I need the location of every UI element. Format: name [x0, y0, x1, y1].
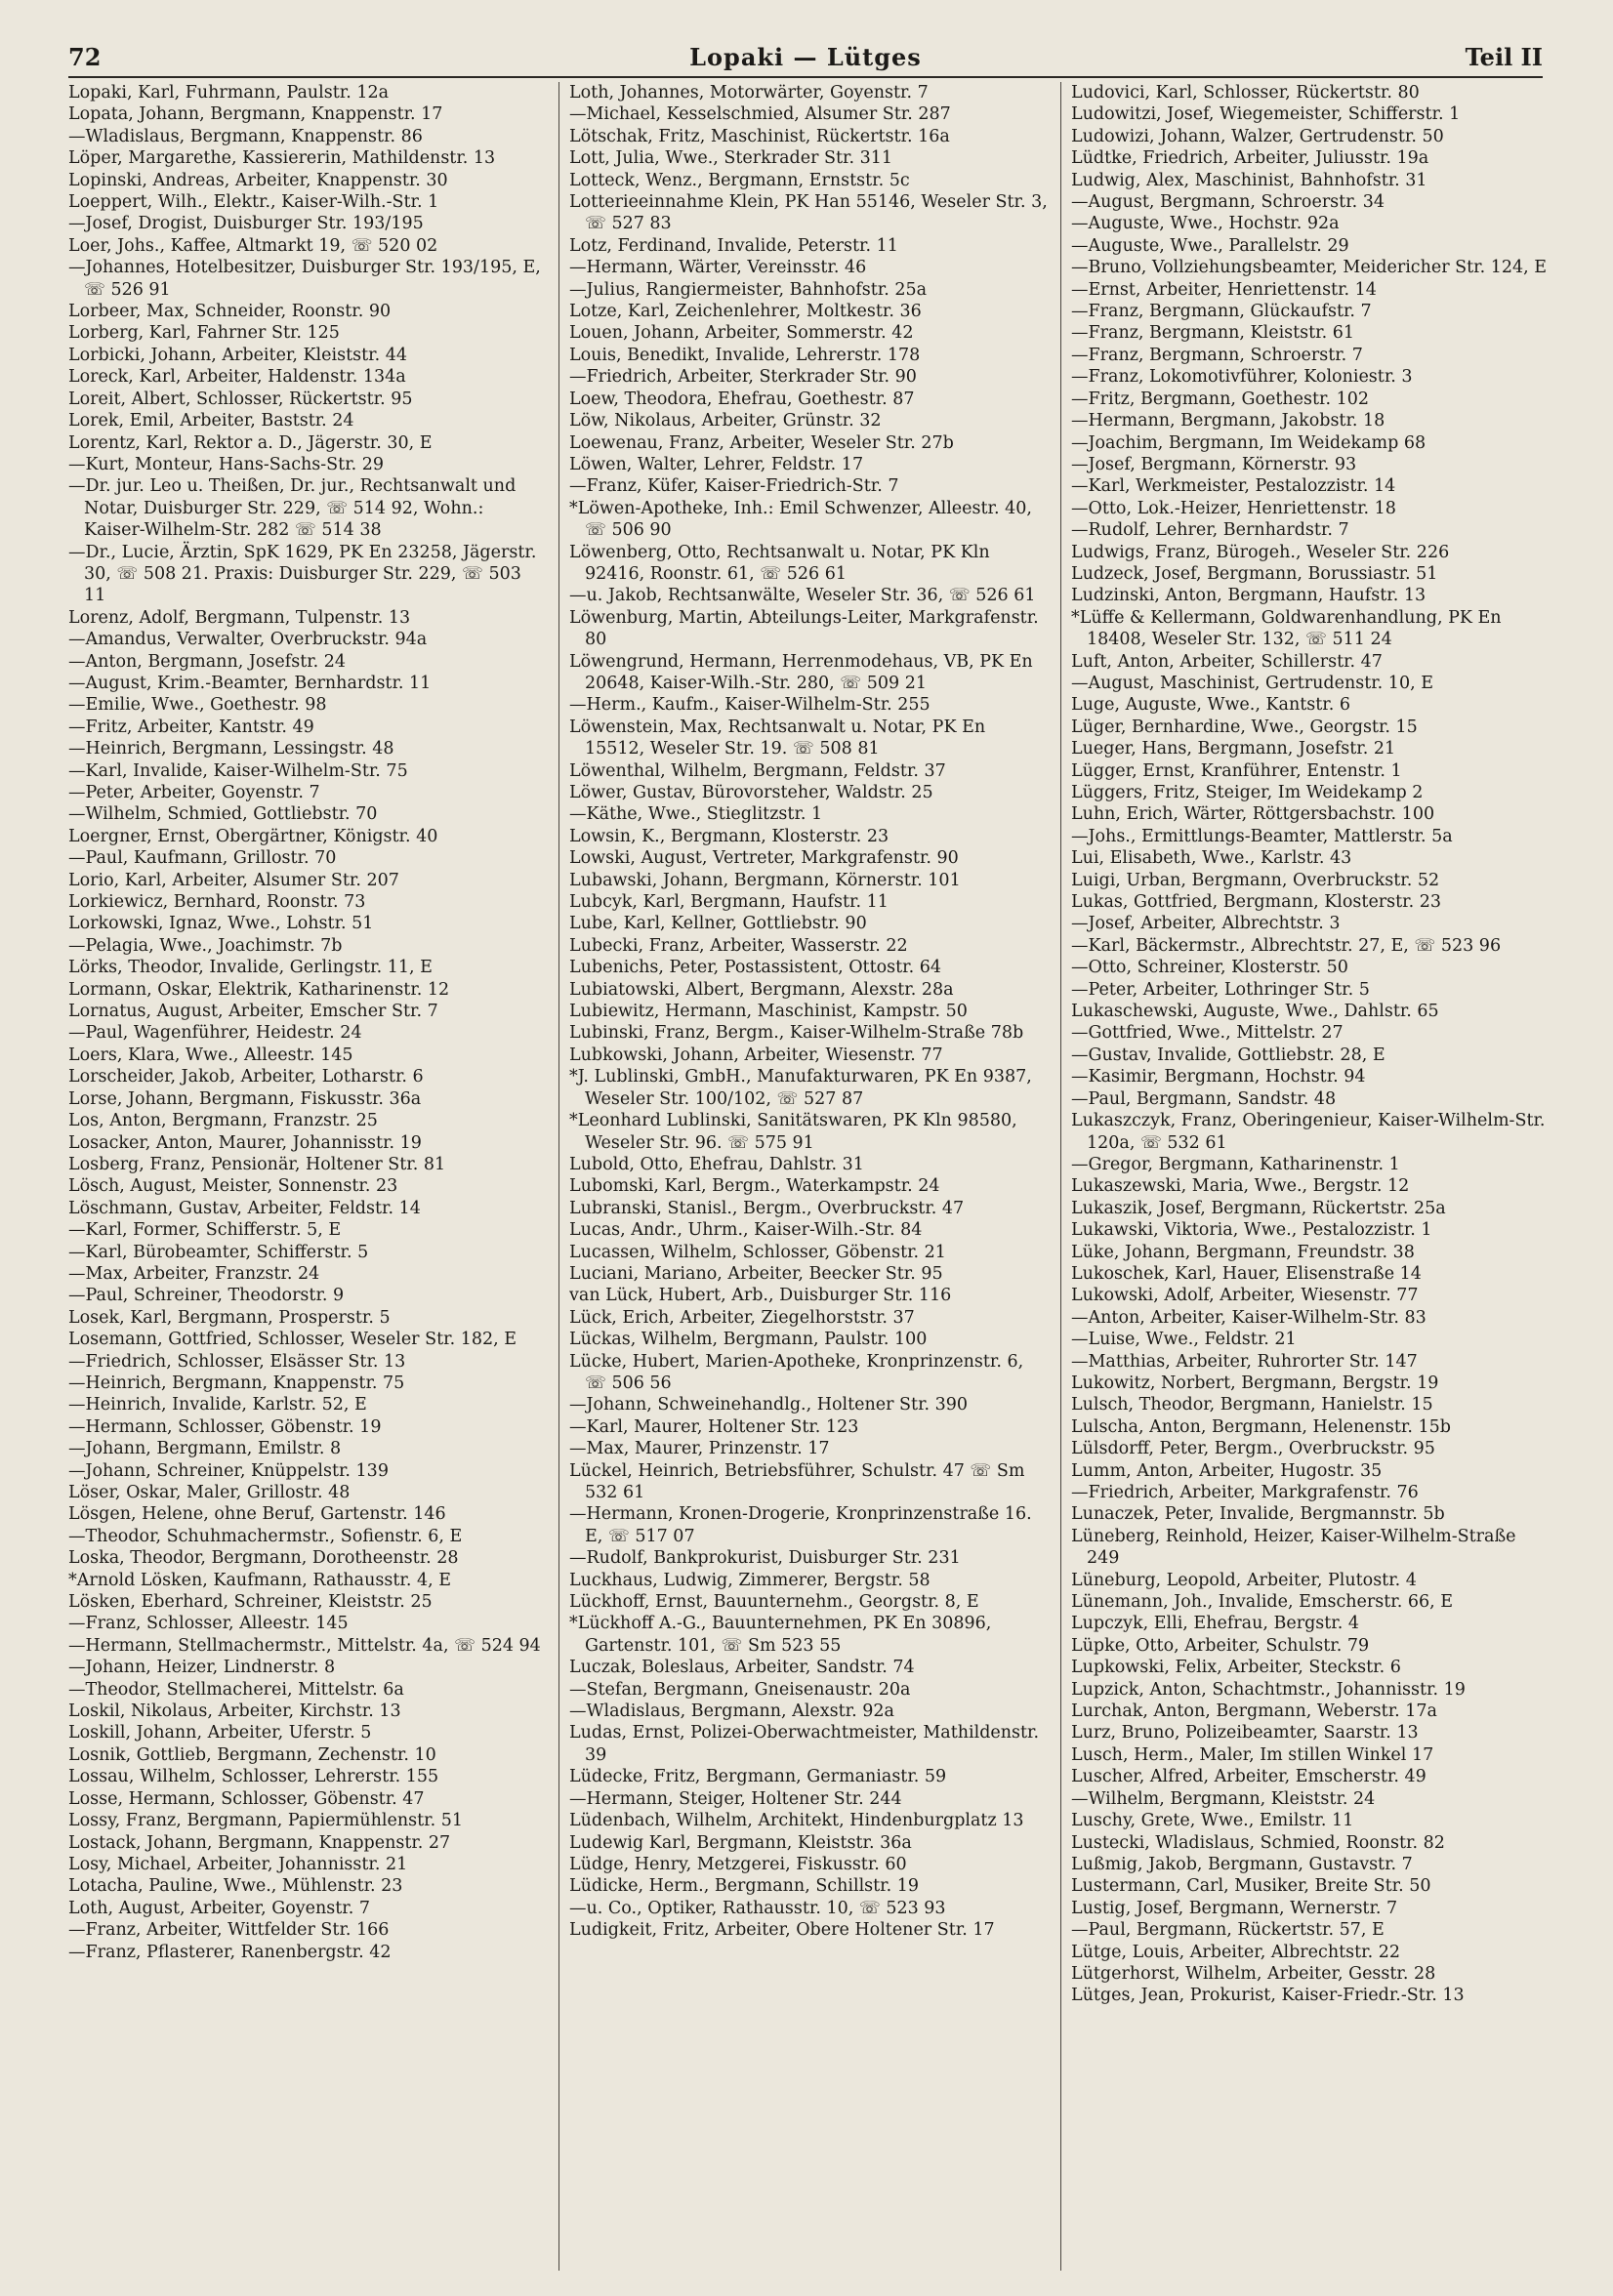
directory-entry: Luschy, Grete, Wwe., Emilstr. 11 — [1071, 1811, 1354, 1831]
directory-entry: —Fritz, Arbeiter, Kantstr. 49 — [68, 717, 314, 737]
directory-entry: —Theodor, Stellmacherei, Mittelstr. 6a — [68, 1679, 404, 1700]
directory-entry: Ludzeck, Josef, Bergmann, Borussiastr. 51 — [1071, 563, 1438, 584]
directory-entry: Lülsdorff, Peter, Bergm., Overbruckstr. 95 — [1071, 1439, 1435, 1459]
directory-entry: Lörks, Theodor, Invalide, Gerlingstr. 11, E — [68, 958, 433, 978]
page-number: 72 — [68, 43, 102, 71]
directory-entry: Luscher, Alfred, Arbeiter, Emscherstr. 49 — [1071, 1767, 1427, 1787]
directory-entry: Lostack, Johann, Bergmann, Knappenstr. 27 — [68, 1832, 451, 1853]
directory-entry: —Kasimir, Bergmann, Hochstr. 94 — [1071, 1067, 1366, 1087]
directory-entry: —Heinrich, Bergmann, Lessingstr. 48 — [68, 739, 394, 759]
directory-entry: —August, Maschinist, Gertrudenstr. 10, E — [1071, 673, 1433, 693]
directory-entry: —Rudolf, Bankprokurist, Duisburger Str. 231 — [569, 1548, 961, 1569]
directory-entry: Lüpke, Otto, Arbeiter, Schulstr. 79 — [1071, 1635, 1370, 1656]
directory-entry: —Johann, Schweinehandlg., Holtener Str. 390 — [569, 1395, 969, 1415]
directory-entry: —Wilhelm, Bergmann, Kleiststr. 24 — [1071, 1788, 1376, 1809]
directory-entry: Lormann, Oskar, Elektrik, Katharinenstr. 12 — [68, 979, 450, 1000]
directory-entry: Lukaszewski, Maria, Wwe., Bergstr. 12 — [1071, 1176, 1410, 1197]
directory-entry: —Josef, Drogist, Duisburger Str. 193/195 — [68, 214, 424, 234]
directory-entry: Lubiewitz, Hermann, Maschinist, Kampstr. 50 — [569, 1002, 968, 1022]
directory-entry: Loska, Theodor, Bergmann, Dorotheenstr. 28 — [68, 1548, 459, 1569]
directory-entry: —Friedrich, Schlosser, Elsässer Str. 13 — [68, 1351, 406, 1372]
directory-entry: Loth, August, Arbeiter, Goyenstr. 7 — [68, 1898, 370, 1918]
directory-entry: Löwengrund, Hermann, Herrenmodehaus, VB, PK En 20648, Kaiser-Wilh.-Str. 280, ☏ 509 21 — [569, 651, 1033, 693]
directory-entry: Luge, Auguste, Wwe., Kantstr. 6 — [1071, 695, 1350, 716]
directory-entry: —Peter, Arbeiter, Lothringer Str. 5 — [1071, 979, 1370, 1000]
directory-entry: Luckhaus, Ludwig, Zimmerer, Bergstr. 58 — [569, 1570, 931, 1590]
directory-entry: Lüger, Bernhardine, Wwe., Georgstr. 15 — [1071, 717, 1418, 737]
directory-entry: Lowski, August, Vertreter, Markgrafenstr. 90 — [569, 848, 959, 869]
page-header — [68, 43, 1543, 78]
directory-entry: —Hermann, Kronen-Drogerie, Kronprinzenstraße 16. E, ☏ 517 07 — [569, 1504, 1032, 1546]
directory-entry: Lüdenbach, Wilhelm, Architekt, Hindenburgplatz 13 — [569, 1811, 1024, 1831]
directory-entry: —Dr. jur. Leo u. Theißen, Dr. jur., Rechtsanwalt und Notar, Duisburger Str. 229, ☏ 514 92, Wohn.: Kaiser-Wilhelm-Str. 282 ☏ 514 38 — [68, 476, 517, 541]
directory-entry: Lösken, Eberhard, Schreiner, Kleiststr. 25 — [68, 1592, 433, 1613]
directory-entry: —Gregor, Bergmann, Katharinenstr. 1 — [1071, 1154, 1400, 1174]
directory-entry: —Hermann, Stellmachermstr., Mittelstr. 4a, ☏ 524 94 — [68, 1635, 541, 1656]
directory-entry: —Paul, Bergmann, Rückertstr. 57, E — [1071, 1920, 1385, 1941]
directory-entry: —August, Krim.-Beamter, Bernhardstr. 11 — [68, 673, 432, 693]
directory-entry: Lorbeer, Max, Schneider, Roonstr. 90 — [68, 302, 392, 322]
directory-entry: *Arnold Lösken, Kaufmann, Rathausstr. 4, E — [68, 1570, 451, 1590]
directory-entry: Lorscheider, Jakob, Arbeiter, Lotharstr. 6 — [68, 1067, 424, 1087]
directory-entry: Lukaszik, Josef, Bergmann, Rückertstr. 25a — [1071, 1198, 1446, 1218]
part-label: Teil II — [1465, 43, 1543, 71]
directory-entry: Lückas, Wilhelm, Bergmann, Paulstr. 100 — [569, 1330, 928, 1350]
directory-entry: —Emilie, Wwe., Goethestr. 98 — [68, 695, 327, 716]
directory-entry: *Lüffe & Kellermann, Goldwarenhandlung, PK En 18408, Weseler Str. 132, ☏ 511 24 — [1071, 607, 1502, 650]
directory-entry: —Franz, Bergmann, Kleiststr. 61 — [1071, 323, 1355, 344]
directory-entry: Lott, Julia, Wwe., Sterkrader Str. 311 — [569, 148, 893, 169]
directory-entry: Lubecki, Franz, Arbeiter, Wasserstr. 22 — [569, 935, 908, 956]
directory-entry: Lossau, Wilhelm, Schlosser, Lehrerstr. 155 — [68, 1767, 439, 1787]
directory-entry: —Joachim, Bergmann, Im Weidekamp 68 — [1071, 432, 1427, 453]
directory-entry: —Anton, Bergmann, Josefstr. 24 — [68, 651, 347, 672]
directory-entry: Lütge, Louis, Arbeiter, Albrechtstr. 22 — [1071, 1942, 1400, 1962]
directory-entry: Lukaszczyk, Franz, Oberingenieur, Kaiser-Wilhelm-Str. 120a, ☏ 532 61 — [1071, 1111, 1546, 1153]
directory-entry: —Karl, Werkmeister, Pestalozzistr. 14 — [1071, 476, 1396, 497]
directory-entry: Loskil, Nikolaus, Arbeiter, Kirchstr. 13 — [68, 1702, 401, 1722]
directory-entry: Lückhoff, Ernst, Bauunternehm., Georgstr. 8, E — [569, 1592, 979, 1613]
running-head: Lopaki — Lütges — [689, 43, 922, 71]
directory-entry: Lustecki, Wladislaus, Schmied, Roonstr. 82 — [1071, 1832, 1445, 1853]
directory-entry: Löwen, Walter, Lehrer, Feldstr. 17 — [569, 454, 864, 474]
directory-entry: —Ernst, Arbeiter, Henriettenstr. 14 — [1071, 279, 1377, 300]
directory-entry: —Gustav, Invalide, Gottliebstr. 28, E — [1071, 1045, 1386, 1065]
directory-entry: Lornatus, August, Arbeiter, Emscher Str. 7 — [68, 1002, 438, 1022]
directory-entry: —Paul, Wagenführer, Heidestr. 24 — [68, 1023, 362, 1044]
directory-entry: Ludzinski, Anton, Bergmann, Haufstr. 13 — [1071, 586, 1427, 606]
directory-entry: —Max, Arbeiter, Franzstr. 24 — [68, 1263, 320, 1284]
directory-entry: Lustermann, Carl, Musiker, Breite Str. 50 — [1071, 1876, 1431, 1897]
directory-entry: Lulsch, Theodor, Bergmann, Hanielstr. 15 — [1071, 1395, 1433, 1415]
directory-entry: Losberg, Franz, Pensionär, Holtener Str. 81 — [68, 1154, 446, 1174]
directory-entry: Löwenstein, Max, Rechtsanwalt u. Notar, PK En 15512, Weseler Str. 19. ☏ 508 81 — [569, 717, 986, 759]
directory-entry: Lüdtke, Friedrich, Arbeiter, Juliusstr. 19a — [1071, 148, 1429, 169]
directory-entry: Lube, Karl, Kellner, Gottliebstr. 90 — [569, 914, 867, 934]
directory-entry: —Pelagia, Wwe., Joachimstr. 7b — [68, 935, 343, 956]
directory-entry: —Max, Maurer, Prinzenstr. 17 — [569, 1439, 830, 1459]
directory-entry: Lukawski, Viktoria, Wwe., Pestalozzistr. 1 — [1071, 1220, 1432, 1241]
directory-entry: Lügger, Ernst, Kranführer, Entenstr. 1 — [1071, 760, 1402, 781]
directory-entry: —Stefan, Bergmann, Gneisenaustr. 20a — [569, 1679, 911, 1700]
directory-entry: Ludwigs, Franz, Bürogeh., Weseler Str. 226 — [1071, 542, 1450, 562]
directory-entry: Lui, Elisabeth, Wwe., Karlstr. 43 — [1071, 848, 1352, 869]
directory-entry: Lulscha, Anton, Bergmann, Helenenstr. 15b — [1071, 1416, 1451, 1437]
directory-entry: —Kurt, Monteur, Hans-Sachs-Str. 29 — [68, 454, 385, 474]
directory-entry: —Franz, Bergmann, Schroerstr. 7 — [1071, 345, 1363, 365]
directory-entry: Loeppert, Wilh., Elektr., Kaiser-Wilh.-Str. 1 — [68, 192, 439, 213]
directory-entry: Louis, Benedikt, Invalide, Lehrerstr. 178 — [569, 345, 921, 365]
directory-entry: Lotz, Ferdinand, Invalide, Peterstr. 11 — [569, 235, 898, 256]
directory-entry: Louen, Johann, Arbeiter, Sommerstr. 42 — [569, 323, 914, 344]
directory-entry: Lukaschewski, Auguste, Wwe., Dahlstr. 65 — [1071, 1002, 1439, 1022]
directory-entry: Lucas, Andr., Uhrm., Kaiser-Wilh.-Str. 84 — [569, 1220, 923, 1241]
directory-entry: —Karl, Invalide, Kaiser-Wilhelm-Str. 75 — [68, 760, 408, 781]
directory-entry: —Josef, Arbeiter, Albrechtstr. 3 — [1071, 914, 1341, 934]
directory-entry: —Friedrich, Arbeiter, Sterkrader Str. 90 — [569, 367, 917, 388]
directory-entry: Lupczyk, Elli, Ehefrau, Bergstr. 4 — [1071, 1614, 1359, 1634]
directory-entry: —u. Jakob, Rechtsanwälte, Weseler Str. 36, ☏ 526 61 — [569, 586, 1036, 606]
directory-entry: —Michael, Kesselschmied, Alsumer Str. 287 — [569, 104, 951, 125]
directory-entry: Lotteck, Wenz., Bergmann, Ernststr. 5c — [569, 170, 910, 190]
directory-entry: Lurchak, Anton, Bergmann, Weberstr. 17a — [1071, 1702, 1437, 1722]
directory-entry: Lorse, Johann, Bergmann, Fiskusstr. 36a — [68, 1088, 422, 1109]
directory-entry: —Theodor, Schuhmachermstr., Sofienstr. 6, E — [68, 1526, 463, 1546]
directory-entry: —Dr., Lucie, Ärztin, SpK 1629, PK En 23258, Jägerstr. 30, ☏ 508 21. Praxis: Duisburger Str. 229, ☏ 503 11 — [68, 542, 537, 606]
directory-entry: Lütgerhorst, Wilhelm, Arbeiter, Gesstr. 28 — [1071, 1963, 1436, 1984]
directory-entry: Lüggers, Fritz, Steiger, Im Weidekamp 2 — [1071, 783, 1424, 802]
directory-entry: Losy, Michael, Arbeiter, Johannisstr. 21 — [68, 1854, 408, 1874]
directory-entry: Ludowitzi, Josef, Wiegemeister, Schifferstr. 1 — [1071, 104, 1461, 125]
directory-entry: Losacker, Anton, Maurer, Johannisstr. 19 — [68, 1132, 422, 1153]
directory-entry: —Otto, Lok.-Heizer, Henriettenstr. 18 — [1071, 498, 1396, 518]
directory-entry: Luczak, Boleslaus, Arbeiter, Sandstr. 74 — [569, 1658, 915, 1678]
directory-entry: —Wilhelm, Schmied, Gottliebstr. 70 — [68, 804, 378, 825]
directory-entry: Lucassen, Wilhelm, Schlosser, Göbenstr. 21 — [569, 1242, 946, 1262]
directory-entry: *J. Lublinski, GmbH., Manufakturwaren, PK En 9387, Weseler Str. 100/102, ☏ 527 87 — [569, 1067, 1032, 1109]
column-divider — [558, 82, 559, 2271]
directory-entry: Löschmann, Gustav, Arbeiter, Feldstr. 14 — [68, 1198, 421, 1218]
directory-entry: Lüdge, Henry, Metzgerei, Fiskusstr. 60 — [569, 1854, 907, 1874]
directory-entry: Lubenichs, Peter, Postassistent, Ottostr. 64 — [569, 958, 942, 978]
directory-entry: —Luise, Wwe., Feldstr. 21 — [1071, 1330, 1297, 1350]
directory-entry: Ludas, Ernst, Polizei-Oberwachtmeister, Mathildenstr. 39 — [569, 1723, 1040, 1765]
directory-entry: Löwenberg, Otto, Rechtsanwalt u. Notar, PK Kln 92416, Roonstr. 61, ☏ 526 61 — [569, 542, 990, 584]
directory-entry: —Wladislaus, Bergmann, Knappenstr. 86 — [68, 126, 423, 146]
directory-entry: Lubcyk, Karl, Bergmann, Haufstr. 11 — [569, 892, 889, 913]
directory-entry: —Johann, Schreiner, Knüppelstr. 139 — [68, 1460, 389, 1481]
directory-entry: Lukoschek, Karl, Hauer, Elisenstraße 14 — [1071, 1263, 1422, 1284]
directory-entry: Löw, Nikolaus, Arbeiter, Grünstr. 32 — [569, 411, 882, 431]
directory-entry: *Leonhard Lublinski, Sanitätswaren, PK Kln 98580, Weseler Str. 96. ☏ 575 91 — [569, 1111, 1017, 1153]
directory-entry: —Auguste, Wwe., Hochstr. 92a — [1071, 214, 1340, 234]
directory-entry: Lünemann, Joh., Invalide, Emscherstr. 66, E — [1071, 1592, 1453, 1613]
directory-entry: Lorio, Karl, Arbeiter, Alsumer Str. 207 — [68, 870, 399, 890]
directory-entry: —Matthias, Arbeiter, Ruhrorter Str. 147 — [1071, 1351, 1418, 1372]
directory-entry: Lorek, Emil, Arbeiter, Baststr. 24 — [68, 411, 354, 431]
directory-entry: —u. Co., Optiker, Rathausstr. 10, ☏ 523 93 — [569, 1898, 946, 1918]
directory-entry: —Friedrich, Arbeiter, Markgrafenstr. 76 — [1071, 1483, 1419, 1502]
directory-entry: —Hermann, Schlosser, Göbenstr. 19 — [68, 1416, 382, 1437]
directory-entry: —August, Bergmann, Schroerstr. 34 — [1071, 192, 1386, 213]
directory-entry: Lubinski, Franz, Bergm., Kaiser-Wilhelm-Straße 78b — [569, 1023, 1024, 1044]
directory-entry: Löwenthal, Wilhelm, Bergmann, Feldstr. 37 — [569, 760, 946, 781]
directory-entry: —Karl, Bürobeamter, Schifferstr. 5 — [68, 1242, 369, 1262]
directory-entry: —Franz, Schlosser, Alleestr. 145 — [68, 1614, 349, 1634]
directory-entry: Lowsin, K., Bergmann, Klosterstr. 23 — [569, 826, 889, 846]
directory-entry: —Karl, Former, Schifferstr. 5, E — [68, 1220, 342, 1241]
directory-entry: —Hermann, Wärter, Vereinsstr. 46 — [569, 258, 867, 278]
directory-entry: Lorkowski, Ignaz, Wwe., Lohstr. 51 — [68, 914, 374, 934]
directory-entry: —Auguste, Wwe., Parallelstr. 29 — [1071, 235, 1349, 256]
directory-entry: Lösch, August, Meister, Sonnenstr. 23 — [68, 1176, 398, 1197]
directory-entry: Lötschak, Fritz, Maschinist, Rückertstr. 16a — [569, 126, 950, 146]
directory-entry: Ludwig, Alex, Maschinist, Bahnhofstr. 31 — [1071, 170, 1427, 190]
directory-entry: *Löwen-Apotheke, Inh.: Emil Schwenzer, Alleestr. 40, ☏ 506 90 — [569, 498, 1032, 541]
directory-entry: —Fritz, Bergmann, Goethestr. 102 — [1071, 389, 1369, 409]
directory-entry: Ludowizi, Johann, Walzer, Gertrudenstr. 50 — [1071, 126, 1444, 146]
directory-entry: Lueger, Hans, Bergmann, Josefstr. 21 — [1071, 739, 1396, 759]
directory-entry: Lotze, Karl, Zeichenlehrer, Moltkestr. 36 — [569, 302, 922, 322]
directory-entry: —Hermann, Steiger, Holtener Str. 244 — [569, 1788, 902, 1809]
directory-entry: —Franz, Pflasterer, Ranenbergstr. 42 — [68, 1942, 392, 1962]
directory-entry: Lotacha, Pauline, Wwe., Mühlenstr. 23 — [68, 1876, 403, 1897]
directory-entry: Lotterieeinnahme Klein, PK Han 55146, Weseler Str. 3, ☏ 527 83 — [569, 192, 1048, 234]
directory-entry: —Franz, Lokomotivführer, Koloniestr. 3 — [1071, 367, 1413, 388]
directory-entry: Lopaki, Karl, Fuhrmann, Paulstr. 12a — [68, 83, 390, 102]
directory-entry: Lupzick, Anton, Schachtmstr., Johannisstr. 19 — [1071, 1679, 1466, 1700]
directory-entry: Lorkiewicz, Bernhard, Roonstr. 73 — [68, 892, 366, 913]
directory-entry: Lusch, Herm., Maler, Im stillen Winkel 17 — [1071, 1744, 1434, 1765]
directory-entry: Lorberg, Karl, Fahrner Str. 125 — [68, 323, 340, 344]
column-3 — [1071, 82, 1550, 2278]
directory-entry: Ludovici, Karl, Schlosser, Rückertstr. 80 — [1071, 83, 1420, 102]
directory-entry: —Heinrich, Invalide, Karlstr. 52, E — [68, 1395, 367, 1415]
directory-entry: Loer, Johs., Kaffee, Altmarkt 19, ☏ 520 02 — [68, 235, 438, 256]
directory-entry: —Julius, Rangiermeister, Bahnhofstr. 25a — [569, 279, 928, 300]
directory-entry: Lücke, Hubert, Marien-Apotheke, Kronprinzenstr. 6, ☏ 506 56 — [569, 1351, 1024, 1393]
directory-entry: —Josef, Bergmann, Körnerstr. 93 — [1071, 454, 1357, 474]
directory-entry: —Paul, Schreiner, Theodorstr. 9 — [68, 1286, 345, 1306]
directory-entry: —Karl, Bäckermstr., Albrechtstr. 27, E, ☏ 523 96 — [1071, 935, 1502, 956]
directory-entry: Löper, Margarethe, Kassiererin, Mathildenstr. 13 — [68, 148, 496, 169]
directory-entry: Lückel, Heinrich, Betriebsführer, Schulstr. 47 ☏ Sm 532 61 — [569, 1460, 1025, 1502]
directory-entry: Luigi, Urban, Bergmann, Overbruckstr. 52 — [1071, 870, 1440, 890]
directory-entry: Lüke, Johann, Bergmann, Freundstr. 38 — [1071, 1242, 1415, 1262]
directory-entry: Lukas, Gottfried, Bergmann, Klosterstr. 23 — [1071, 892, 1442, 913]
directory-entry: Lüdicke, Herm., Bergmann, Schillstr. 19 — [569, 1876, 920, 1897]
directory-entry: Lüneberg, Reinhold, Heizer, Kaiser-Wilhelm-Straße 249 — [1071, 1526, 1516, 1569]
directory-entry: Luciani, Mariano, Arbeiter, Beecker Str. 95 — [569, 1263, 943, 1284]
directory-entry: —Rudolf, Lehrer, Bernhardstr. 7 — [1071, 520, 1349, 541]
directory-entry: Lorenz, Adolf, Bergmann, Tulpenstr. 13 — [68, 607, 411, 628]
directory-entry: —Johann, Bergmann, Emilstr. 8 — [68, 1439, 342, 1459]
directory-entry: —Otto, Schreiner, Klosterstr. 50 — [1071, 958, 1348, 978]
directory-entry: Lupkowski, Felix, Arbeiter, Steckstr. 6 — [1071, 1658, 1401, 1678]
directory-entry: —Franz, Arbeiter, Wittfelder Str. 166 — [68, 1920, 390, 1941]
directory-entry: —Käthe, Wwe., Stieglitzstr. 1 — [569, 804, 823, 825]
directory-entry: —Peter, Arbeiter, Goyenstr. 7 — [68, 783, 320, 802]
directory-entry: Loskill, Johann, Arbeiter, Uferstr. 5 — [68, 1723, 372, 1743]
directory-entry: Lustig, Josef, Bergmann, Wernerstr. 7 — [1071, 1898, 1398, 1918]
directory-entry: Loreck, Karl, Arbeiter, Haldenstr. 134a — [68, 367, 406, 388]
directory-entry: Löwenburg, Martin, Abteilungs-Leiter, Markgrafenstr. 80 — [569, 607, 1039, 650]
directory-entry: —Gottfried, Wwe., Mittelstr. 27 — [1071, 1023, 1344, 1044]
directory-entry: —Paul, Kaufmann, Grillostr. 70 — [68, 848, 337, 869]
directory-entry: Losek, Karl, Bergmann, Prosperstr. 5 — [68, 1307, 391, 1328]
directory-entry: —Bruno, Vollziehungsbeamter, Meidericher Str. 124, E — [1071, 258, 1548, 278]
directory-entry: —Hermann, Bergmann, Jakobstr. 18 — [1071, 411, 1386, 431]
directory-entry: Lubawski, Johann, Bergmann, Körnerstr. 101 — [569, 870, 961, 890]
directory-entry: Lubranski, Stanisl., Bergm., Overbruckstr. 47 — [569, 1198, 965, 1218]
directory-entry: —Heinrich, Bergmann, Knappenstr. 75 — [68, 1373, 405, 1393]
directory-entry: Luhn, Erich, Wärter, Röttgersbachstr. 100 — [1071, 804, 1435, 825]
directory-entry: —Wladislaus, Bergmann, Alexstr. 92a — [569, 1702, 894, 1722]
directory-entry: Lukowski, Adolf, Arbeiter, Wiesenstr. 77 — [1071, 1286, 1419, 1306]
directory-entry: Los, Anton, Bergmann, Franzstr. 25 — [68, 1111, 378, 1131]
directory-entry: Losse, Hermann, Schlosser, Göbenstr. 47 — [68, 1788, 425, 1809]
directory-entry: Lück, Erich, Arbeiter, Ziegelhorststr. 37 — [569, 1307, 915, 1328]
directory-entry: Lösgen, Helene, ohne Beruf, Gartenstr. 146 — [68, 1504, 446, 1525]
directory-entry: —Johann, Heizer, Lindnerstr. 8 — [68, 1658, 336, 1678]
directory-entry: Lorbicki, Johann, Arbeiter, Kleiststr. 44 — [68, 345, 407, 365]
directory-entry: Lüdecke, Fritz, Bergmann, Germaniastr. 59 — [569, 1767, 947, 1787]
directory-entry: Lopata, Johann, Bergmann, Knappenstr. 17 — [68, 104, 443, 125]
directory-entry: Lossy, Franz, Bergmann, Papiermühlenstr. 51 — [68, 1811, 463, 1831]
directory-entry: Lumm, Anton, Arbeiter, Hugostr. 35 — [1071, 1460, 1383, 1481]
directory-entry: —Johs., Ermittlungs-Beamter, Mattlerstr. 5a — [1071, 826, 1453, 846]
directory-entry: Löser, Oskar, Maler, Grillostr. 48 — [68, 1483, 351, 1502]
directory-entry: —Paul, Bergmann, Sandstr. 48 — [1071, 1088, 1337, 1109]
directory-entry: Luft, Anton, Arbeiter, Schillerstr. 47 — [1071, 651, 1383, 672]
directory-entry: van Lück, Hubert, Arb., Duisburger Str. 116 — [569, 1286, 952, 1306]
directory-entry: Loew, Theodora, Ehefrau, Goethestr. 87 — [569, 389, 915, 409]
directory-entry: Loreit, Albert, Schlosser, Rückertstr. 95 — [68, 389, 413, 409]
directory-entry: —Anton, Arbeiter, Kaiser-Wilhelm-Str. 83 — [1071, 1307, 1427, 1328]
directory-entry: Löwer, Gustav, Bürovorsteher, Waldstr. 25 — [569, 783, 933, 802]
column-divider — [1060, 82, 1061, 2271]
directory-entry: Lubold, Otto, Ehefrau, Dahlstr. 31 — [569, 1154, 864, 1174]
column-1 — [68, 82, 547, 2278]
directory-entry: —Franz, Küfer, Kaiser-Friedrich-Str. 7 — [569, 476, 899, 497]
directory-entry: Loewenau, Franz, Arbeiter, Weseler Str. 27b — [569, 432, 954, 453]
directory-entry: Losemann, Gottfried, Schlosser, Weseler Str. 182, E — [68, 1330, 517, 1350]
column-2 — [569, 82, 1048, 2278]
directory-entry: Lukowitz, Norbert, Bergmann, Bergstr. 19 — [1071, 1373, 1439, 1393]
directory-entry: Lorentz, Karl, Rektor a. D., Jägerstr. 30, E — [68, 432, 433, 453]
directory-entry: Lopinski, Andreas, Arbeiter, Knappenstr. 30 — [68, 170, 448, 190]
directory-entry: Loers, Klara, Wwe., Alleestr. 145 — [68, 1045, 353, 1065]
directory-entry: Ludigkeit, Fritz, Arbeiter, Obere Holtener Str. 17 — [569, 1920, 995, 1941]
directory-entry: —Amandus, Verwalter, Overbruckstr. 94a — [68, 630, 428, 650]
directory-entry: Loergner, Ernst, Obergärtner, Königstr. 40 — [68, 826, 438, 846]
directory-entry: —Johannes, Hotelbesitzer, Duisburger Str. 193/195, E, ☏ 526 91 — [68, 258, 541, 300]
directory-entry: Lußmig, Jakob, Bergmann, Gustavstr. 7 — [1071, 1854, 1413, 1874]
directory-entry: Lüneburg, Leopold, Arbeiter, Plutostr. 4 — [1071, 1570, 1417, 1590]
directory-entry: Lubiatowski, Albert, Bergmann, Alexstr. 28a — [569, 979, 954, 1000]
directory-entry: —Karl, Maurer, Holtener Str. 123 — [569, 1416, 859, 1437]
directory-entry: —Franz, Bergmann, Glückaufstr. 7 — [1071, 302, 1372, 322]
directory-entry: Lunaczek, Peter, Invalide, Bergmannstr. 5b — [1071, 1504, 1445, 1525]
directory-entry: Ludewig Karl, Bergmann, Kleiststr. 36a — [569, 1832, 912, 1853]
directory-entry: —Herm., Kaufm., Kaiser-Wilhelm-Str. 255 — [569, 695, 931, 716]
directory-entry: Losnik, Gottlieb, Bergmann, Zechenstr. 10 — [68, 1744, 436, 1765]
directory-entry: Lütges, Jean, Prokurist, Kaiser-Friedr.-Str. 13 — [1071, 1986, 1465, 2006]
directory-entry: Lubkowski, Johann, Arbeiter, Wiesenstr. 77 — [569, 1045, 943, 1065]
directory-entry: Lubomski, Karl, Bergm., Waterkampstr. 24 — [569, 1176, 940, 1197]
directory-entry: Lurz, Bruno, Polizeibeamter, Saarstr. 13 — [1071, 1723, 1419, 1743]
directory-entry: Loth, Johannes, Motorwärter, Goyenstr. 7 — [569, 83, 929, 102]
directory-entry: *Lückhoff A.-G., Bauunternehmen, PK En 30896, Gartenstr. 101, ☏ Sm 523 55 — [569, 1614, 992, 1656]
